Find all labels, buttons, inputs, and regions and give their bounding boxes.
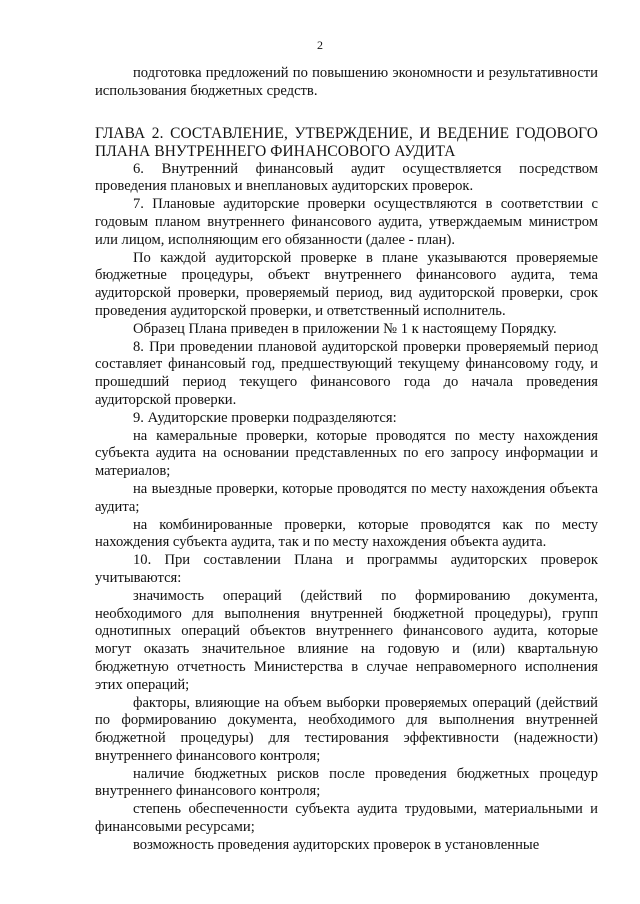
list-item-combined-audit: на комбинированные проверки, которые проводятся как по месту нахождения субъекта аудита, так и по месту нахождения объекта аудита.	[95, 516, 598, 551]
paragraph-6: 6. Внутренний финансовый аудит осуществляется посредством проведения плановых и внеплановых аудиторских проверок.	[95, 160, 598, 195]
list-item-significance: значимость операций (действий по формированию документа, необходимого для выполнения внутренней бюджетной процедуры), групп однотипных операций объектов внутреннего финансового аудита, которые могут оказать значительное влияние на годовую и (или) квартальную бюджетную отчетность Министерства в случае неправомерного исполнения этих операций;	[95, 587, 598, 693]
list-item-desk-audit: на камеральные проверки, которые проводятся по месту нахождения субъекта аудита на основании представленных по его запросу информации и материалов;	[95, 427, 598, 480]
paragraph-plan-contents: По каждой аудиторской проверке в плане указываются проверяемые бюджетные процедуры, объект внутреннего финансового аудита, тема аудиторской проверки, проверяемый период, вид аудиторской проверки, срок проведения аудиторской проверки, и ответственный исполнитель.	[95, 249, 598, 319]
list-item-budget-risks: наличие бюджетных рисков после проведения бюджетных процедур внутреннего финансового контроля;	[95, 765, 598, 800]
paragraph-10: 10. При составлении Плана и программы аудиторских проверок учитываются:	[95, 552, 598, 586]
paragraph-7: 7. Плановые аудиторские проверки осуществляются в соответствии с годовым планом внутреннего финансового аудита, утверждаемым министром или лицом, исполняющим его обязанности (далее - план).	[95, 196, 598, 248]
intro-paragraph: подготовка предложений по повышению экономности и результативности использования бюджетных средств.	[95, 65, 598, 99]
list-item-field-audit: на выездные проверки, которые проводятся по месту нахождения объекта аудита;	[95, 480, 598, 515]
page-number: 2	[317, 38, 323, 52]
list-item-possibility: возможность проведения аудиторских проверок в установленные	[133, 836, 540, 853]
document-body	[95, 65, 598, 855]
paragraph-plan-sample: Образец Плана приведен в приложении № 1 к настоящему Порядку.	[133, 320, 557, 337]
list-item-factors: факторы, влияющие на объем выборки проверяемых операций (действий по формированию документа, необходимого для выполнения внутренней бюджетной процедуры) для тестирования эффективности (надежности) внутреннего финансового контроля;	[95, 694, 598, 764]
chapter-heading: ГЛАВА 2. СОСТАВЛЕНИЕ, УТВЕРЖДЕНИЕ, И ВЕДЕНИЕ ГОДОВОГО ПЛАНА ВНУТРЕННЕГО ФИНАНСОВОГО АУДИТА	[95, 124, 598, 160]
paragraph-9: 9. Аудиторские проверки подразделяются:	[133, 409, 397, 426]
list-item-resources: степень обеспеченности субъекта аудита трудовыми, материальными и финансовыми ресурсами;	[95, 801, 598, 836]
paragraph-8: 8. При проведении плановой аудиторской проверки проверяемый период составляет финансовый год, предшествующий текущему финансовому году, и прошедший период текущего финансового года до начала проведения аудиторской проверки.	[95, 338, 598, 408]
